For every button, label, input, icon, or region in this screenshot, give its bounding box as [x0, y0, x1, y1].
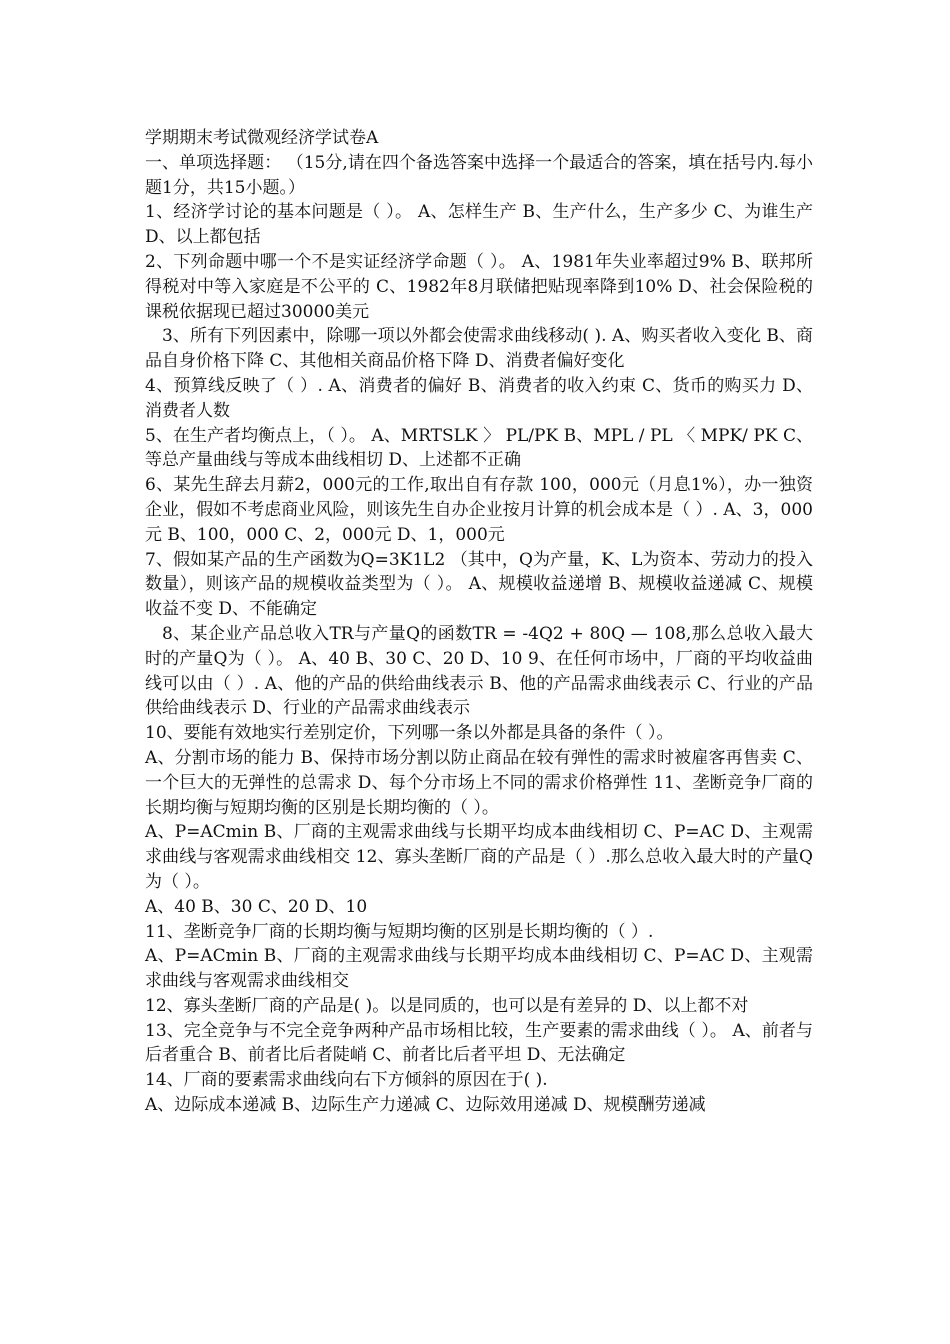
- question-10-options: A、分割市场的能力 B、保持市场分割以防止商品在较有弹性的需求时被雇客再售卖 C、一个巨大的无弹性的总需求 D、每个分市场上不同的需求价格弹性 11、垄断竞争厂商的长期均衡与短期均衡的区别是长期均衡的（ ）。: [145, 747, 813, 818]
- question-5: 5、在生产者均衡点上，（ ）。 A、MRTSLK 〉 PL/PK B、MPL / PL 〈 MPK/ PK C、等总产量曲线与等成本曲线相切 D、上述都不正确: [145, 425, 813, 471]
- question-12: 12、寡头垄断厂商的产品是( )。以是同质的，也可以是有差异的 D、以上都不对: [145, 995, 749, 1016]
- question-1: 1、经济学讨论的基本问题是（ ）。 A、怎样生产 B、生产什么，生产多少 C、为谁生产 D、以上都包括: [145, 202, 813, 248]
- question-8-9: 8、某企业产品总收入TR与产量Q的函数TR = -4Q2 + 80Q — 108,那么总收入最大时的产量Q为（ ）。 A、40 B、30 C、20 D、10 9、在任何市场中，厂商的平均收益曲线可以由（ ）. A、他的产品的供给曲线表示 B、他的产品需求曲线表示 C、行业的产品供给曲线表示 D、行业的产品需求曲线表示: [145, 623, 813, 719]
- document-title: 学期期末考试微观经济学试卷A: [145, 128, 379, 148]
- question-10: 10、要能有效地实行差别定价，下列哪一条以外都是具备的条件（ ）。: [145, 723, 674, 744]
- question-11-options: A、P=ACmin B、厂商的主观需求曲线与长期平均成本曲线相切 C、P=AC D、主观需求曲线与客观需求曲线相交: [145, 946, 813, 992]
- question-4: 4、预算线反映了（ ）. A、消费者的偏好 B、消费者的收入约束 C、货币的购买力 D、消费者人数: [145, 375, 813, 421]
- document-body: [145, 126, 813, 1118]
- options-line: A、40 B、30 C、20 D、10: [145, 896, 368, 917]
- question-3: 3、所有下列因素中，除哪一项以外都会使需求曲线移动( ). A、购买者收入变化 B、商品自身价格下降 C、其他相关商品价格下降 D、消费者偏好变化: [145, 326, 813, 372]
- question-7: 7、假如某产品的生产函数为Q=3K1L2 （其中，Q为产量，K、L为资本、劳动力的投入数量），则该产品的规模收益类型为（ ）。 A、规模收益递增 B、规模收益递减 C、规模收益不变 D、不能确定: [145, 549, 813, 620]
- question-2: 2、下列命题中哪一个不是实证经济学命题（ ）。 A、1981年失业率超过9% B、联邦所得税对中等入家庭是不公平的 C、1982年8月联储把贴现率降到10% D、社会保险税的课税依据现已超过30000美元: [145, 251, 813, 322]
- question-14-options: A、边际成本递减 B、边际生产力递减 C、边际效用递减 D、规模酬劳递减: [145, 1095, 706, 1116]
- question-6: 6、某先生辞去月薪2，000元的工作,取出自有存款 100，000元（月息1%），办一独资企业，假如不考虑商业风险，则该先生自办企业按月计算的机会成本是（ ）. A、3，000元 B、100，000 C、2，000元 D、1，000元: [145, 475, 813, 545]
- section-heading-single-choice: 一、单项选择题： （15分,请在四个备选答案中选择一个最适合的答案，填在括号内.每小题1分，共15小题。）: [145, 152, 813, 198]
- question-14: 14、厂商的要素需求曲线向右下方倾斜的原因在于( ).: [145, 1070, 548, 1091]
- question-11-12-options: A、P=ACmin B、厂商的主观需求曲线与长期平均成本曲线相切 C、P=AC D、主观需求曲线与客观需求曲线相交 12、寡头垄断厂商的产品是（ ）.那么总收入最大时的产量Q为（ ）。: [145, 822, 813, 892]
- question-13: 13、完全竞争与不完全竞争两种产品市场相比较，生产要素的需求曲线（ ）。 A、前者与后者重合 B、前者比后者陡峭 C、前者比后者平坦 D、无法确定: [145, 1020, 813, 1066]
- question-11: 11、垄断竞争厂商的长期均衡与短期均衡的区别是长期均衡的（ ）.: [145, 921, 654, 942]
